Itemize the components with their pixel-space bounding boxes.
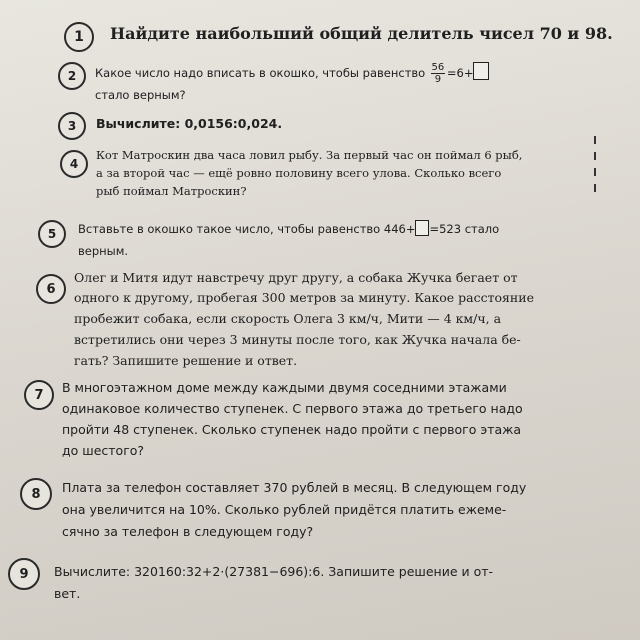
task-2 <box>0 56 640 104</box>
task-text-line: Кот Матроскин два часа ловил рыбу. За первый час он поймал 6 рыб, <box>96 148 523 162</box>
task-number-badge: 6 <box>36 274 66 304</box>
task-text-line: встретились они через 3 минуты после того, как Жучка начала бе- <box>74 332 521 347</box>
task-text-line: стало верным? <box>95 88 186 102</box>
task-number-badge: 4 <box>60 150 88 178</box>
fraction-numerator: 56 <box>431 62 445 73</box>
task-text-line: вет. <box>54 586 81 601</box>
task-text-line: Плата за телефон составляет 370 рублей в месяц. В следующем году <box>62 480 527 495</box>
task-text-line: Вычислите: 320160:32+2·(27381−696):6. Запишите решение и от- <box>54 564 494 579</box>
equation-left: 446+ <box>383 222 416 236</box>
task-number-badge: 3 <box>58 112 86 140</box>
fraction-denominator: 9 <box>434 74 442 85</box>
answer-box <box>415 220 429 236</box>
task-text-part: стало <box>464 222 500 236</box>
task-text-line: Олег и Митя идут навстречу друг другу, а собака Жучка бегает от <box>74 270 518 285</box>
margin-mark <box>594 152 596 160</box>
task-6 <box>0 266 640 372</box>
task-1 <box>0 20 640 50</box>
task-text-line: до шестого? <box>62 443 145 458</box>
task-text-part: Какое число надо вписать в окошко, чтобы равенство <box>95 66 426 80</box>
task-text-line: пробежит собака, если скорость Олега 3 км/ч, Мити — 4 км/ч, а <box>74 311 502 326</box>
task-number-badge: 1 <box>64 22 94 52</box>
task-text: Вычислите: 0,0156:0,024. <box>96 116 283 131</box>
task-number-badge: 9 <box>8 558 40 590</box>
task-3 <box>0 110 640 138</box>
task-text-line: одного к другому, пробегая 300 метров за минуту. Какое расстояние <box>74 290 534 305</box>
task-text-line: сячно за телефон в следующем году? <box>62 524 314 539</box>
task-text-line: гать? Запишите решение и ответ. <box>74 353 298 368</box>
task-text-line: пройти 48 ступенек. Сколько ступенек надо пройти с первого этажа <box>62 422 522 437</box>
answer-box <box>473 62 489 80</box>
margin-mark <box>594 184 596 192</box>
task-number-badge: 5 <box>38 220 66 248</box>
task-text-line: рыб поймал Матроскин? <box>96 184 247 198</box>
task-text-line <box>78 220 499 236</box>
task-8 <box>0 476 640 546</box>
task-text-line: одинаковое количество ступенек. С первого этажа до третьего надо <box>62 401 523 416</box>
fraction <box>431 62 445 85</box>
task-text-line: В многоэтажном доме между каждыми двумя соседними этажами <box>62 380 507 395</box>
task-text-line: она увеличится на 10%. Сколько рублей придётся платить ежеме- <box>62 502 507 517</box>
task-7 <box>0 376 640 464</box>
margin-mark <box>594 168 596 176</box>
task-text-line <box>95 62 489 85</box>
task-number-badge: 2 <box>58 62 86 90</box>
task-text-line: а за второй час — ещё ровно половину всего улова. Сколько всего <box>96 166 502 180</box>
equation-tail: =6+ <box>446 66 474 80</box>
equation-right: =523 <box>429 222 462 236</box>
task-text-part: Вставьте в окошко такое число, чтобы равенство <box>78 222 381 236</box>
task-9 <box>0 556 640 606</box>
task-text-line: верным. <box>78 244 129 258</box>
task-5 <box>0 214 640 262</box>
margin-mark <box>594 136 596 144</box>
task-number-badge: 8 <box>20 478 52 510</box>
task-number-badge: 7 <box>24 380 54 410</box>
task-text: Найдите наибольший общий делитель чисел 70 и 98. <box>110 24 613 43</box>
task-4 <box>0 146 640 206</box>
